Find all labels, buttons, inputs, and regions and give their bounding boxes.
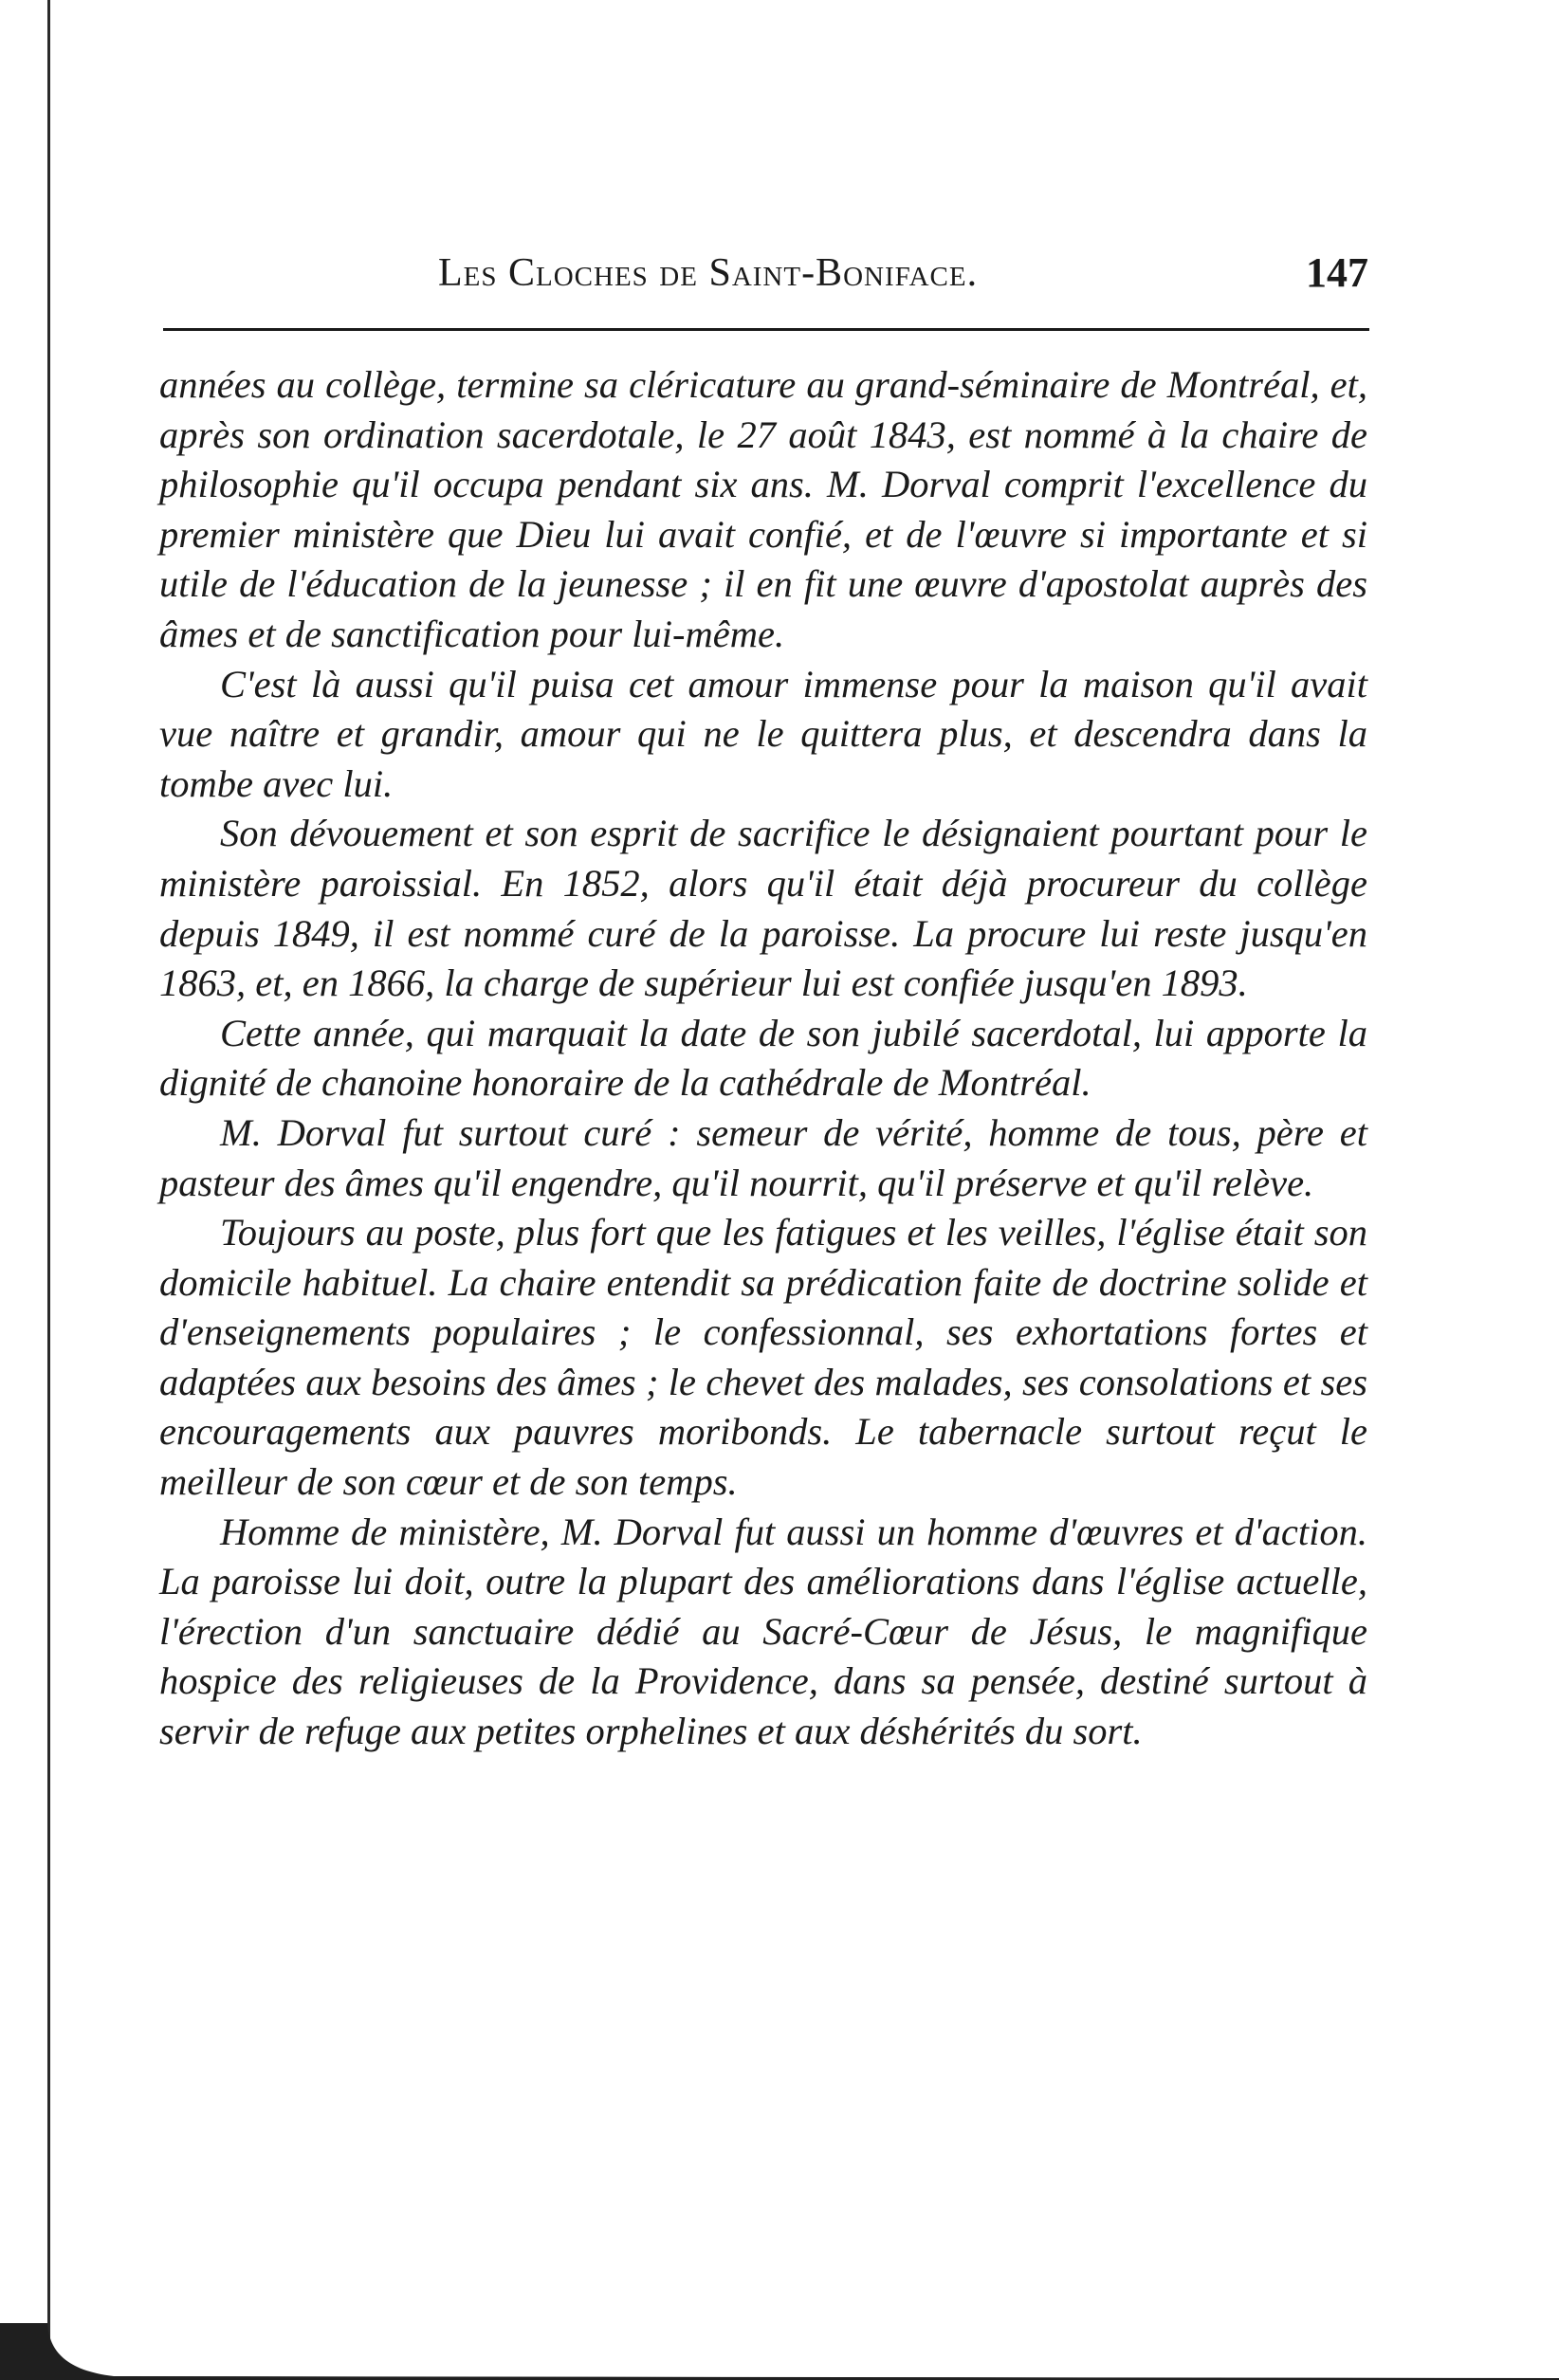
page-header <box>161 245 1370 311</box>
paragraph: Homme de ministère, M. Dorval fut aussi un homme d'œuvres et d'action. La paroisse lui doit, outre la plupart des améliorations dans l'église actuelle, l'érection d'un sanctuaire dédié au Sacré-Cœur de Jésus, le magnifique hospice des religieuses de la Providence, dans sa pensée, destiné surtout à servir de refuge aux petites orphelines et aux déshérités du sort. <box>159 1510 1367 1753</box>
page-curl <box>0 2323 1559 2380</box>
paragraph: Cette année, qui marquait la date de son jubilé sacerdotal, lui apporte la dignité de chanoine honoraire de la cathédrale de Montréal. <box>159 1011 1367 1105</box>
header-rule <box>163 328 1369 331</box>
binding-edge <box>47 0 50 2342</box>
page-number: 147 <box>1306 249 1368 296</box>
paragraph: Son dévouement et son esprit de sacrifice le désignaient pourtant pour le ministère paroissial. En 1852, alors qu'il était déjà procureur du collège depuis 1849, il est nommé curé de la paroisse. La procure lui reste jusqu'en 1863, et, en 1866, la charge de supérieur lui est confiée jusqu'en 1893. <box>159 812 1367 1005</box>
paragraph: M. Dorval fut surtout curé : semeur de vérité, homme de tous, père et pasteur des âmes qu'il engendre, qu'il nourrit, qu'il préserve et qu'il relève. <box>159 1110 1367 1204</box>
paragraph: Toujours au poste, plus fort que les fatigues et les veilles, l'église était son domicile habituel. La chaire entendit sa prédication faite de doctrine solide et d'enseignements populaires ; le confessionnal, ses exhortations fortes et adaptées aux besoins des âmes ; le chevet des malades, ses consolations et ses encouragements aux pauvres moribonds. Le tabernacle surtout reçut le meilleur de son cœur et de son temps. <box>159 1211 1367 1504</box>
body-text <box>159 360 1367 1757</box>
paragraph: années au collège, termine sa cléricature au grand-séminaire de Montréal, et, après son ordination sacerdotale, le 27 août 1843, est nommé à la chaire de philosophie qu'il occupa pendant six ans. M. Dorval comprit l'excellence du premier ministère que Dieu lui avait confié, et de l'œuvre si importante et si utile de l'éducation de la jeunesse ; il en fit une œuvre d'apostolat auprès des âmes et de sanctification pour lui-même. <box>159 363 1367 655</box>
running-title: Les Cloches de Saint-Boniface. <box>438 251 979 295</box>
paragraph: C'est là aussi qu'il puisa cet amour immense pour la maison qu'il avait vue naître et grandir, amour qui ne le quittera plus, et descendra dans la tombe avec lui. <box>159 662 1367 805</box>
